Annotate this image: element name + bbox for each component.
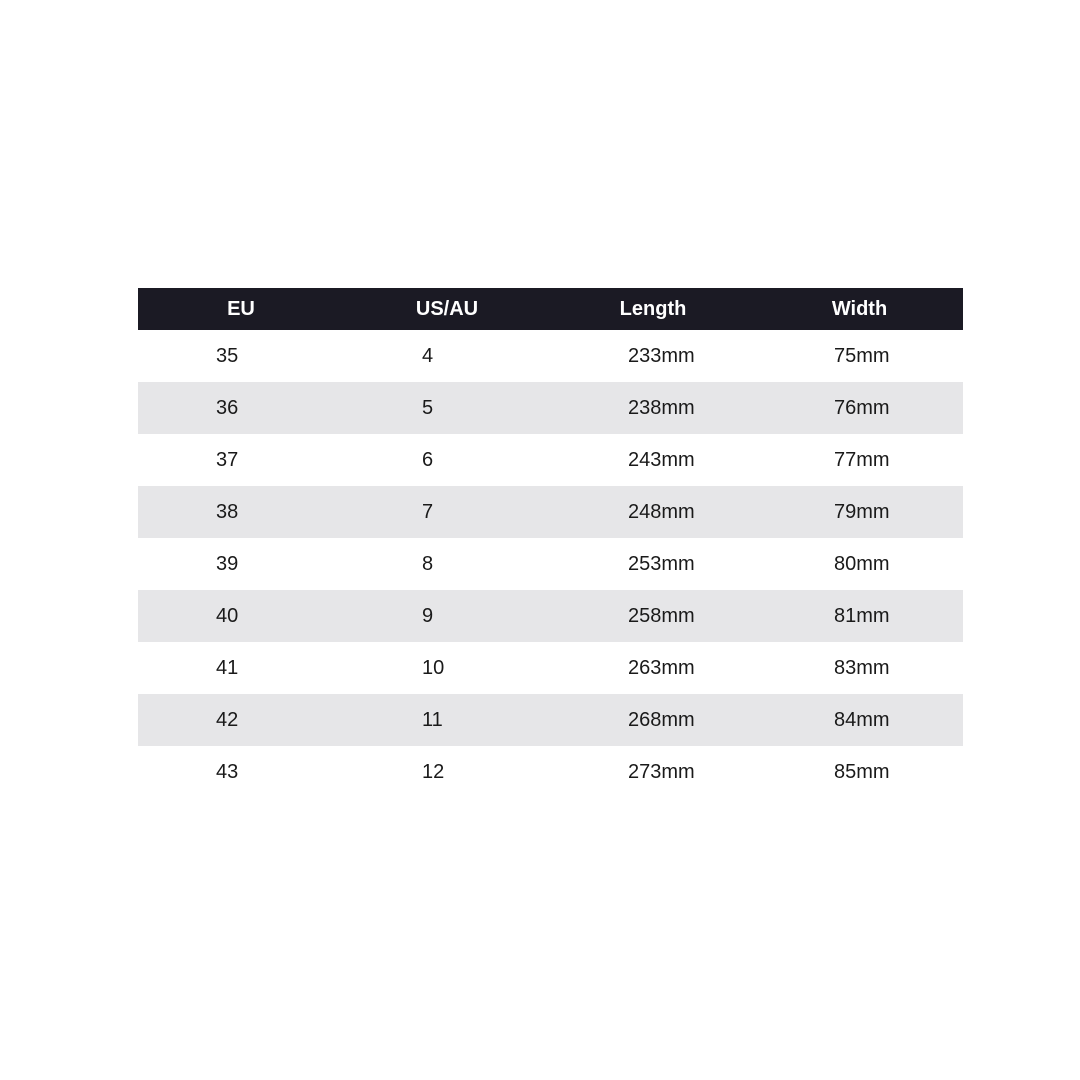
table-row — [138, 642, 963, 694]
cell-length: 238mm — [628, 396, 695, 419]
cell-eu: 35 — [216, 344, 239, 367]
cell-us-au: 11 — [422, 708, 443, 731]
cell-length: 248mm — [628, 500, 695, 523]
cell-eu: 37 — [216, 448, 239, 471]
table-row — [138, 486, 963, 538]
header-length: Length — [619, 297, 687, 320]
cell-width: 84mm — [834, 708, 890, 731]
cell-us-au: 6 — [422, 448, 434, 471]
cell-us-au: 4 — [422, 344, 434, 367]
cell-length: 258mm — [628, 604, 695, 627]
cell-eu: 36 — [216, 396, 239, 419]
table-row — [138, 382, 963, 434]
cell-width: 80mm — [834, 552, 890, 575]
cell-eu: 40 — [216, 604, 239, 627]
cell-length: 273mm — [628, 760, 695, 783]
cell-width: 85mm — [834, 760, 890, 783]
table-row — [138, 434, 963, 486]
header-eu: EU — [227, 297, 255, 320]
cell-width: 81mm — [834, 604, 890, 627]
cell-us-au: 8 — [422, 552, 434, 575]
cell-us-au: 7 — [422, 500, 434, 523]
cell-length: 243mm — [628, 448, 695, 471]
cell-length: 253mm — [628, 552, 695, 575]
table-row — [138, 746, 963, 798]
table-row — [138, 330, 963, 382]
cell-eu: 38 — [216, 500, 239, 523]
table-row — [138, 590, 963, 642]
cell-eu: 41 — [216, 656, 239, 679]
cell-width: 75mm — [834, 344, 890, 367]
table-row — [138, 694, 963, 746]
cell-width: 83mm — [834, 656, 890, 679]
cell-us-au: 10 — [422, 656, 445, 679]
header-width: Width — [831, 297, 888, 320]
table-header — [138, 288, 963, 330]
cell-eu: 39 — [216, 552, 239, 575]
cell-us-au: 9 — [422, 604, 434, 627]
cell-length: 233mm — [628, 344, 695, 367]
cell-us-au: 5 — [422, 396, 434, 419]
cell-eu: 43 — [216, 760, 239, 783]
table-row — [138, 538, 963, 590]
cell-width: 79mm — [834, 500, 890, 523]
size-chart-table — [138, 288, 963, 798]
cell-length: 263mm — [628, 656, 695, 679]
cell-width: 76mm — [834, 396, 890, 419]
cell-length: 268mm — [628, 708, 695, 731]
cell-eu: 42 — [216, 708, 239, 731]
cell-width: 77mm — [834, 448, 890, 471]
cell-us-au: 12 — [422, 760, 445, 783]
header-us-au: US/AU — [415, 297, 479, 320]
